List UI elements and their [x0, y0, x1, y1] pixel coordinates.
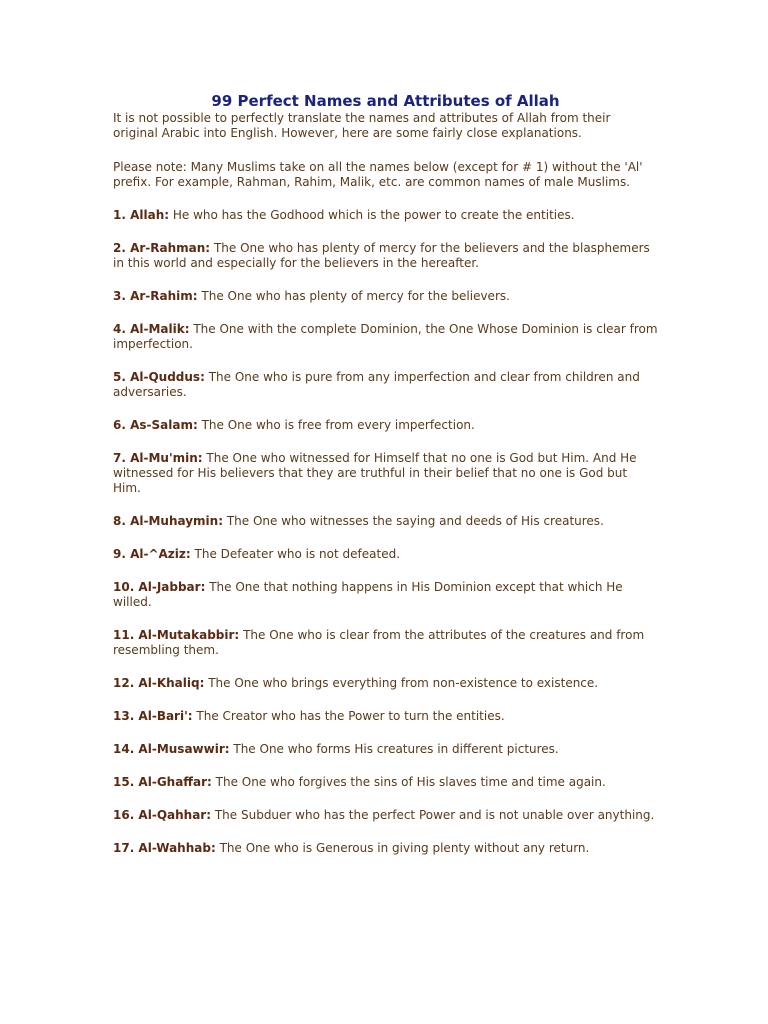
entry-name: 9. Al-^Aziz: [113, 547, 191, 561]
entry-text: The One that nothing happens in His Dominion except that which He willed. [113, 580, 623, 609]
entry-name: 14. Al-Musawwir: [113, 742, 230, 756]
entry-text: The One who is Generous in giving plenty without any return. [219, 841, 590, 855]
name-entry [113, 208, 658, 223]
note-paragraph: Please note: Many Muslims take on all the names below (except for # 1) without the 'Al' prefix. For example, Rahman, Rahim, Malik, etc. are common names of male Muslims. [113, 160, 643, 189]
entry-name: 12. Al-Khaliq: [113, 676, 205, 690]
entry-name: 2. Ar-Rahman: [113, 241, 211, 255]
entry-name: 15. Al-Ghaffar: [113, 775, 212, 789]
name-entry [113, 580, 658, 610]
entry-name: 13. Al-Bari': [113, 709, 193, 723]
entry-name: 8. Al-Muhaymin: [113, 514, 224, 528]
name-entry [113, 370, 658, 400]
entry-text: The One who has plenty of mercy for the believers and the blasphemers in this world and especially for the believers in the hereafter. [113, 241, 650, 270]
name-entry [113, 775, 658, 790]
entry-text: The One who is clear from the attributes of the creatures and from resembling them. [113, 628, 645, 657]
name-entry [113, 709, 658, 724]
entry-text: The One who witnesses the saying and deeds of His creatures. [226, 514, 604, 528]
entry-text: The Subduer who has the perfect Power and is not unable over anything. [214, 808, 655, 822]
entry-name: 7. Al-Mu'min: [113, 451, 203, 465]
name-entry [113, 451, 658, 496]
entry-name: 3. Ar-Rahim: [113, 289, 198, 303]
entry-name: 17. Al-Wahhab: [113, 841, 216, 855]
intro-paragraph: It is not possible to perfectly translate the names and attributes of Allah from their original Arabic into English. However, here are some fairly close explanations. [113, 111, 611, 140]
entry-text: The One who has plenty of mercy for the believers. [201, 289, 510, 303]
name-entry [113, 418, 658, 433]
entry-name: 16. Al-Qahhar: [113, 808, 212, 822]
entry-name: 6. As-Salam: [113, 418, 198, 432]
entry-text: The Defeater who is not defeated. [194, 547, 401, 561]
entry-name: 5. Al-Quddus: [113, 370, 205, 384]
name-entry [113, 628, 658, 658]
entry-text: The One who forms His creatures in different pictures. [233, 742, 559, 756]
entry-text: The Creator who has the Power to turn the entities. [196, 709, 505, 723]
entry-text: The One who witnessed for Himself that no one is God but Him. And He witnessed for His believers that they are truthful in their belief that no one is God but Him. [113, 451, 637, 495]
entry-text: The One who is pure from any imperfection and clear from children and adversaries. [113, 370, 640, 399]
name-entry [113, 514, 658, 529]
name-entry [113, 808, 658, 823]
page-title: 99 Perfect Names and Attributes of Allah [211, 92, 560, 110]
name-entry [113, 742, 658, 757]
entry-text: The One who forgives the sins of His slaves time and time again. [215, 775, 606, 789]
name-entry [113, 322, 658, 352]
name-entry [113, 289, 658, 304]
name-entry [113, 841, 658, 856]
entry-text: The One with the complete Dominion, the One Whose Dominion is clear from imperfection. [113, 322, 658, 351]
entry-name: 10. Al-Jabbar: [113, 580, 206, 594]
name-entry [113, 241, 658, 271]
entry-text: The One who brings everything from non-existence to existence. [208, 676, 599, 690]
entry-name: 11. Al-Mutakabbir: [113, 628, 240, 642]
entry-name: 1. Allah: [113, 208, 170, 222]
entry-text: The One who is free from every imperfection. [201, 418, 475, 432]
entry-name: 4. Al-Malik: [113, 322, 190, 336]
name-entry [113, 676, 658, 691]
name-entry [113, 547, 658, 562]
entry-text: He who has the Godhood which is the power to create the entities. [172, 208, 575, 222]
document-content [113, 92, 658, 874]
